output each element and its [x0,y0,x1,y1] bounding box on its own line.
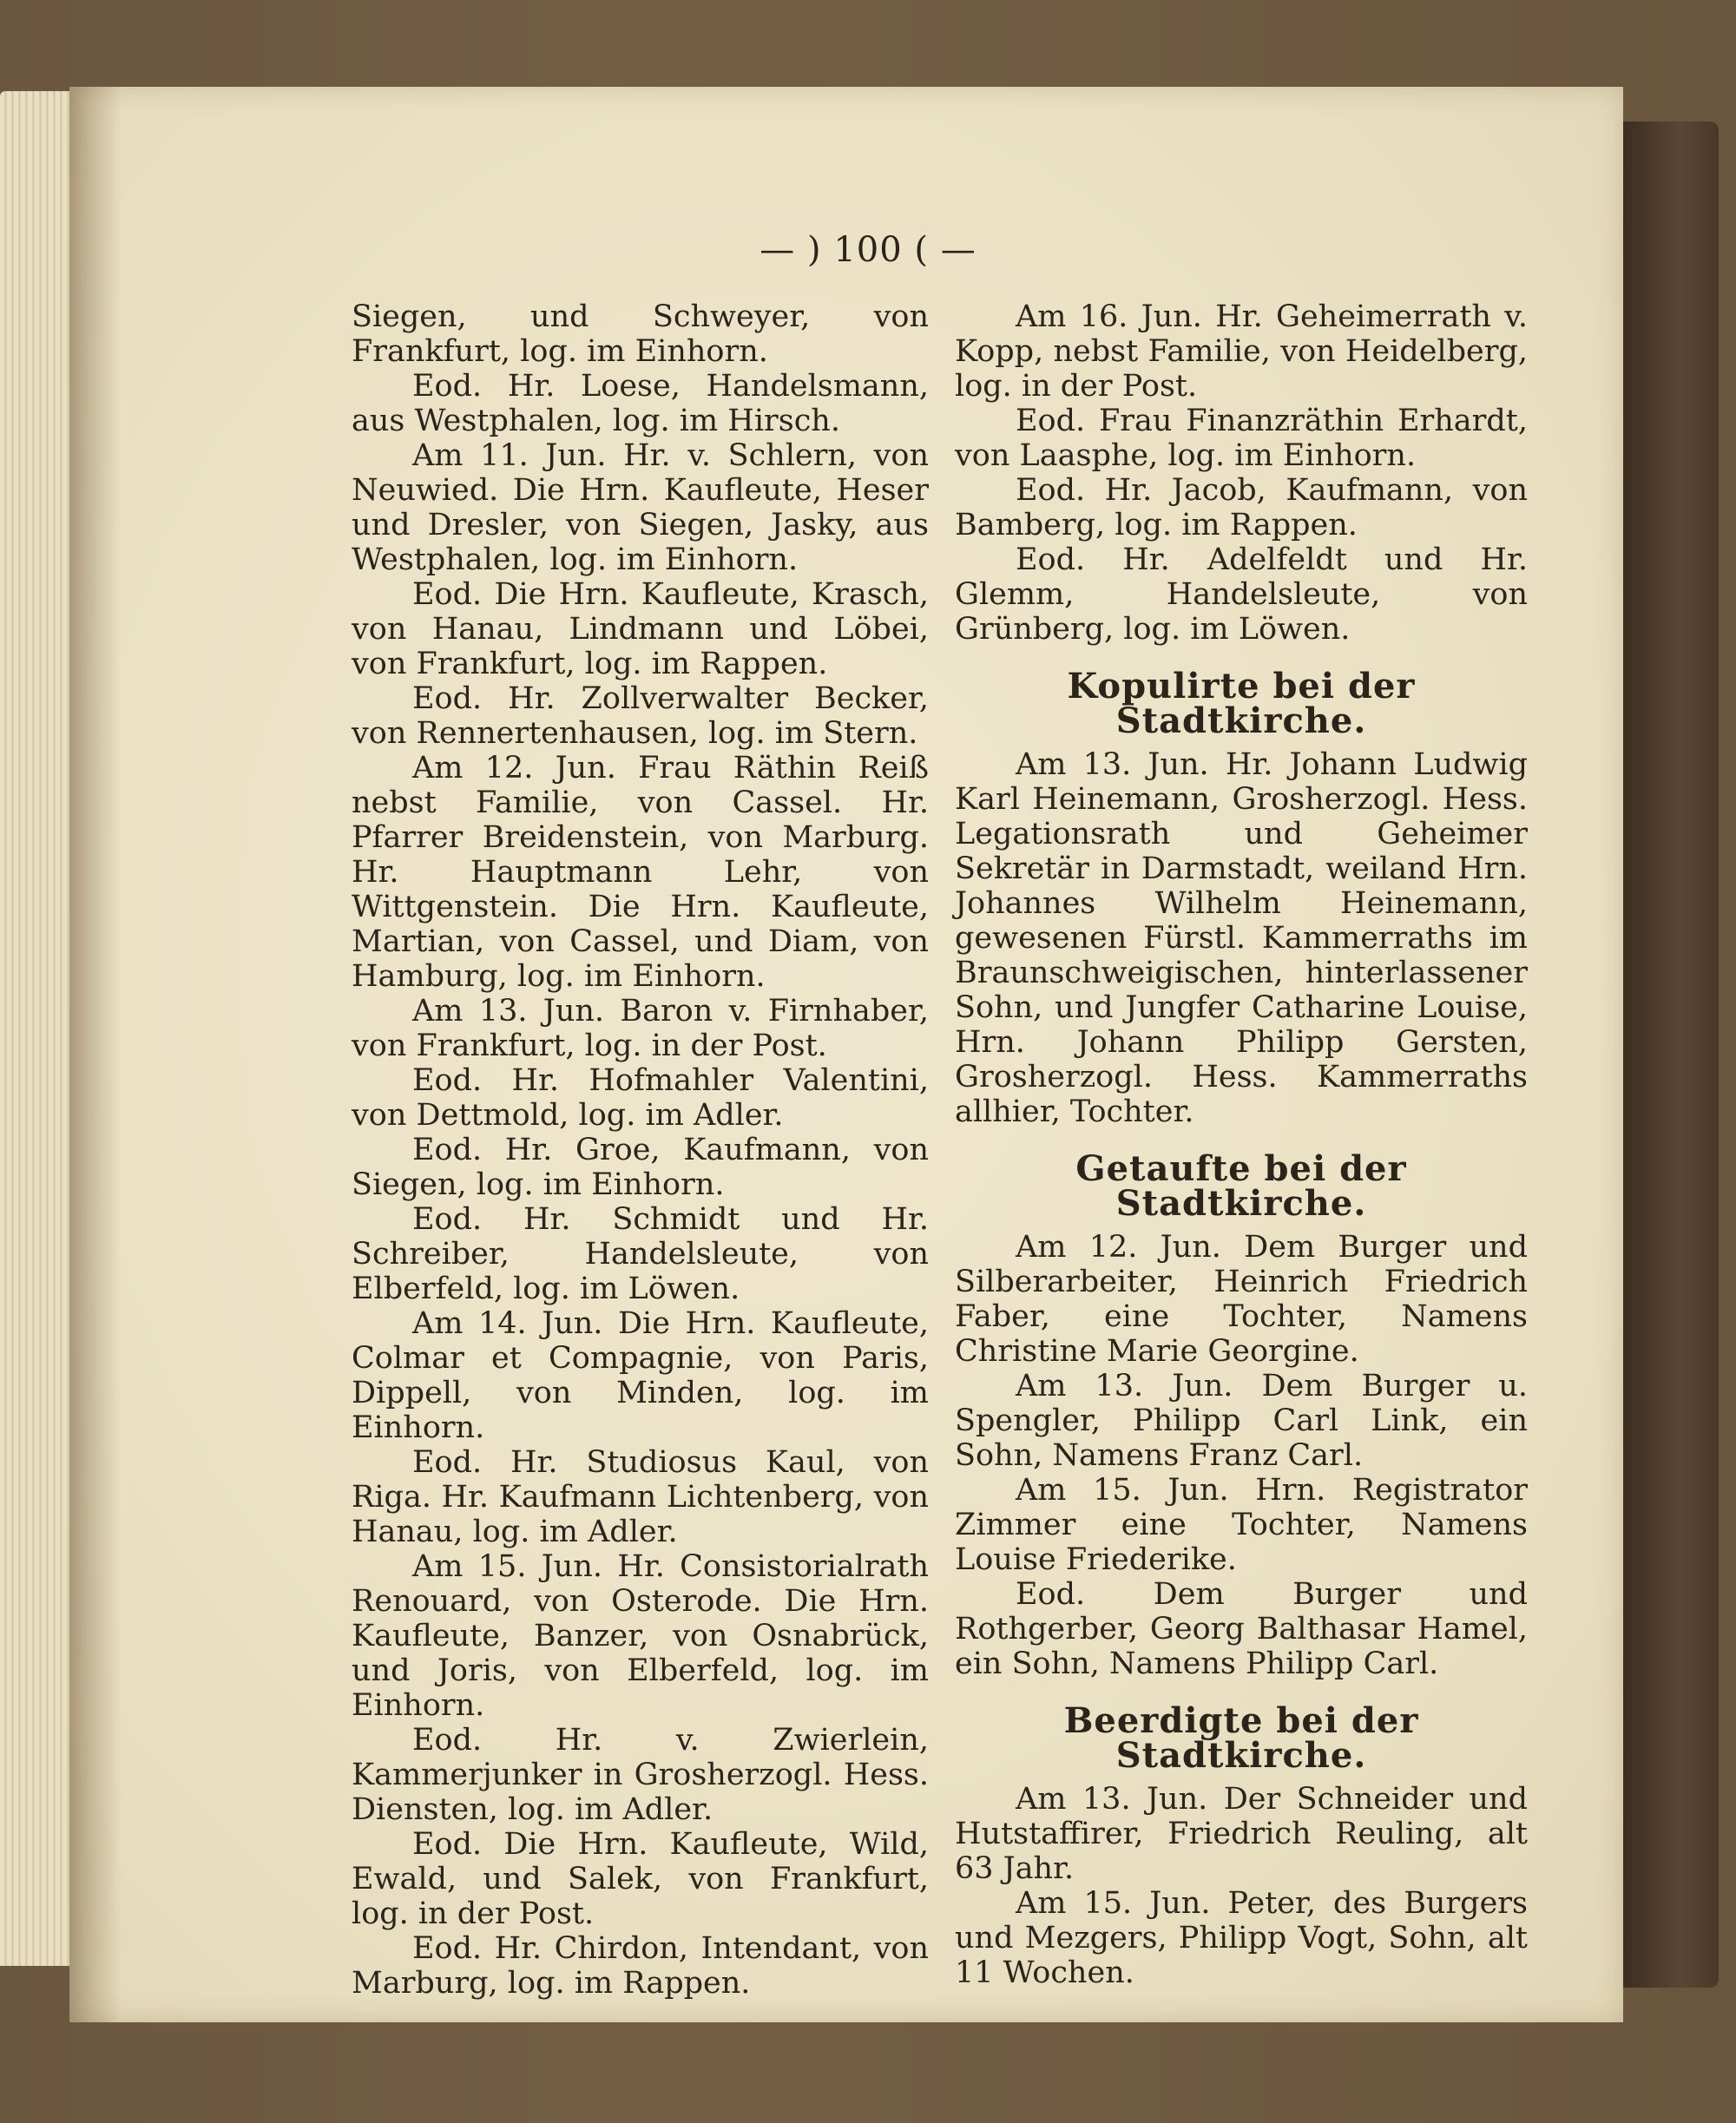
left-column [352,299,929,2001]
right-paragraph: Am 13. Jun. Der Schneider und Hutstaffirer, Friedrich Reuling, alt 63 Jahr. [955,1782,1528,1886]
left-page-edge [0,91,69,1966]
spine-shadow [69,87,122,2022]
left-paragraph: Eod. Die Hrn. Kaufleute, Krasch, von Hanau, Lindmann und Löbei, von Frankfurt, log. im Rappen. [352,577,929,681]
right-paragraph: Am 16. Jun. Hr. Geheimerrath v. Kopp, nebst Familie, von Heidelberg, log. in der Post. [955,299,1528,404]
right-paragraph: Eod. Frau Finanzräthin Erhardt, von Laasphe, log. im Einhorn. [955,404,1528,473]
section-heading-buried: Beerdigte bei der Stadtkirche. [1063,1700,1419,1776]
left-paragraph: Eod. Hr. Groe, Kaufmann, von Siegen, log. im Einhorn. [352,1133,929,1202]
left-paragraph: Am 15. Jun. Hr. Consistorialrath Renouard, von Osterode. Die Hrn. Kaufleute, Banzer, von Osnabrück, und Joris, von Elberfeld, log. im Einhorn. [352,1549,929,1723]
right-column [955,299,1528,1990]
left-paragraph: Am 14. Jun. Die Hrn. Kaufleute, Colmar et Compagnie, von Paris, Dippell, von Minden, log. im Einhorn. [352,1306,929,1445]
left-paragraph: Siegen, und Schweyer, von Frankfurt, log. im Einhorn. [352,299,929,369]
left-paragraph: Eod. Hr. Chirdon, Intendant, von Marburg, log. im Rappen. [352,1931,929,2001]
left-paragraph: Eod. Die Hrn. Kaufleute, Wild, Ewald, und Salek, von Frankfurt, log. in der Post. [352,1827,929,1931]
right-paragraph: Am 13. Jun. Hr. Johann Ludwig Karl Heinemann, Grosherzogl. Hess. Legationsrath und Geheimer Sekretär in Darmstadt, weiland Hrn. Johannes Wilhelm Heinemann, gewesenen Fürstl. Kammerraths im Braunschweigischen, hinterlassener Sohn, und Jungfer Catharine Louise, Hrn. Johann Philipp Gersten, Grosherzogl. Hess. Kammerraths allhier, Tochter. [955,747,1528,1129]
right-paragraph: Am 12. Jun. Dem Burger und Silberarbeiter, Heinrich Friedrich Faber, eine Tochter, Namens Christine Marie Georgine. [955,1230,1528,1369]
left-paragraph: Eod. Hr. Hofmahler Valentini, von Dettmold, log. im Adler. [352,1063,929,1133]
left-paragraph: Eod. Hr. Loese, Handelsmann, aus Westphalen, log. im Hirsch. [352,369,929,438]
left-paragraph: Am 13. Jun. Baron v. Firnhaber, von Frankfurt, log. in der Post. [352,994,929,1063]
section-heading-copulated: Kopulirte bei der Stadtkirche. [1067,666,1416,741]
left-paragraph: Eod. Hr. Schmidt und Hr. Schreiber, Handelsleute, von Elberfeld, log. im Löwen. [352,1202,929,1306]
left-paragraph: Am 12. Jun. Frau Räthin Reiß nebst Familie, von Cassel. Hr. Pfarrer Breidenstein, von Marburg. Hr. Hauptmann Lehr, von Wittgenstein. Die Hrn. Kaufleute, Martian, von Cassel, und Diam, von Hamburg, log. im Einhorn. [352,751,929,994]
book-cover-edge [1623,122,1719,1988]
section-heading-baptized: Getaufte bei der Stadtkirche. [1075,1148,1407,1224]
left-paragraph: Eod. Hr. Zollverwalter Becker, von Rennertenhausen, log. im Stern. [352,681,929,751]
right-paragraph: Eod. Hr. Jacob, Kaufmann, von Bamberg, log. im Rappen. [955,473,1528,542]
right-paragraph: Eod. Hr. Adelfeldt und Hr. Glemm, Handelsleute, von Grünberg, log. im Löwen. [955,542,1528,647]
left-paragraph: Eod. Hr. Studiosus Kaul, von Riga. Hr. Kaufmann Lichtenberg, von Hanau, log. im Adler. [352,1445,929,1549]
left-paragraph: Eod. Hr. v. Zwierlein, Kammerjunker in Grosherzogl. Hess. Diensten, log. im Adler. [352,1723,929,1827]
right-paragraph: Eod. Dem Burger und Rothgerber, Georg Balthasar Hamel, ein Sohn, Namens Philipp Carl. [955,1577,1528,1681]
right-paragraph: Am 13. Jun. Dem Burger u. Spengler, Philipp Carl Link, ein Sohn, Namens Franz Carl. [955,1369,1528,1473]
right-paragraph: Am 15. Jun. Hrn. Registrator Zimmer eine Tochter, Namens Louise Friederike. [955,1473,1528,1577]
right-paragraph: Am 15. Jun. Peter, des Burgers und Mezgers, Philipp Vogt, Sohn, alt 11 Wochen. [955,1886,1528,1990]
page-number-header: — ) 100 ( — [760,230,976,270]
left-paragraph: Am 11. Jun. Hr. v. Schlern, von Neuwied. Die Hrn. Kaufleute, Heser und Dresler, von Siegen, Jasky, aus Westphalen, log. im Einhorn. [352,438,929,577]
